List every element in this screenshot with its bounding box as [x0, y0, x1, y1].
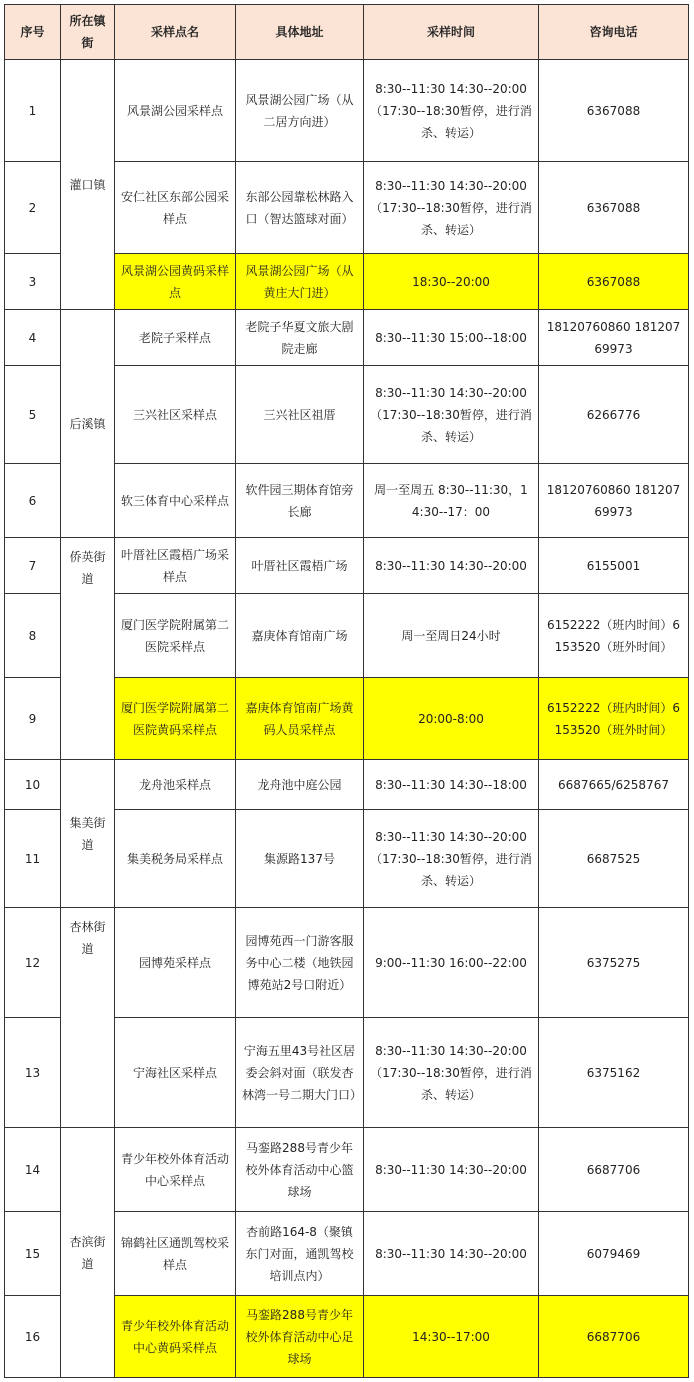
time-cell: 20:00-8:00 — [364, 678, 539, 760]
table-row — [5, 760, 689, 810]
row-no: 14 — [5, 1128, 61, 1212]
table-row — [5, 908, 689, 1018]
phone-cell: 6687706 — [539, 1296, 689, 1378]
address-cell: 风景湖公园广场（从二居方向进） — [236, 60, 364, 162]
phone-cell: 6155001 — [539, 538, 689, 594]
table-row — [5, 310, 689, 366]
address-cell: 宁海五里43号社区居委会斜对面（联发杏林湾一号二期大门口） — [236, 1018, 364, 1128]
site-name-cell: 风景湖公园采样点 — [115, 60, 236, 162]
phone-cell: 6266776 — [539, 366, 689, 464]
header-time: 采样时间 — [364, 5, 539, 60]
row-no: 15 — [5, 1212, 61, 1296]
phone-cell: 6375275 — [539, 908, 689, 1018]
time-cell: 8:30--11:30 14:30--20:00（17:30--18:30暂停，进行消杀、转运） — [364, 810, 539, 908]
row-no: 2 — [5, 162, 61, 254]
site-name-cell: 青少年校外体育活动中心采样点 — [115, 1128, 236, 1212]
row-no: 3 — [5, 254, 61, 310]
site-name-cell: 园博苑采样点 — [115, 908, 236, 1018]
time-cell: 14:30--17:00 — [364, 1296, 539, 1378]
address-cell: 杏前路164-8（聚镇东门对面，通凯驾校培训点内） — [236, 1212, 364, 1296]
address-cell: 马銮路288号青少年校外体育活动中心足球场 — [236, 1296, 364, 1378]
address-cell: 东部公园靠松林路入口（智达篮球对面） — [236, 162, 364, 254]
phone-cell: 18120760860 18120769973 — [539, 464, 689, 538]
row-no: 10 — [5, 760, 61, 810]
row-no: 4 — [5, 310, 61, 366]
phone-cell: 6367088 — [539, 162, 689, 254]
row-no: 16 — [5, 1296, 61, 1378]
row-no: 12 — [5, 908, 61, 1018]
address-cell: 园博苑西一门游客服务中心二楼（地铁园博苑站2号口附近） — [236, 908, 364, 1018]
site-name-cell: 宁海社区采样点 — [115, 1018, 236, 1128]
time-cell: 8:30--11:30 14:30--20:00（17:30--18:30暂停，进行消杀、转运） — [364, 1018, 539, 1128]
phone-cell: 6367088 — [539, 60, 689, 162]
address-cell: 嘉庚体育馆南广场黄码人员采样点 — [236, 678, 364, 760]
phone-cell: 6687706 — [539, 1128, 689, 1212]
phone-cell: 6152222（班内时间）6153520（班外时间） — [539, 678, 689, 760]
district-cell: 集美街道 — [61, 760, 115, 908]
address-cell: 马銮路288号青少年校外体育活动中心篮球场 — [236, 1128, 364, 1212]
district-cell: 后溪镇 — [61, 310, 115, 538]
row-no: 13 — [5, 1018, 61, 1128]
site-name-cell: 集美税务局采样点 — [115, 810, 236, 908]
address-cell: 集源路137号 — [236, 810, 364, 908]
address-cell: 叶厝社区霞梧广场 — [236, 538, 364, 594]
site-name-cell: 厦门医学院附属第二医院黄码采样点 — [115, 678, 236, 760]
header-district: 所在镇街 — [61, 5, 115, 60]
district-cell: 杏滨街道 — [61, 1128, 115, 1378]
header-site-name: 采样点名 — [115, 5, 236, 60]
row-no: 7 — [5, 538, 61, 594]
time-cell: 18:30--20:00 — [364, 254, 539, 310]
address-cell: 软件园三期体育馆旁长廊 — [236, 464, 364, 538]
time-cell: 8:30--11:30 14:30--20:00（17:30--18:30暂停，进行消杀、转运） — [364, 366, 539, 464]
time-cell: 8:30--11:30 14:30--20:00（17:30--18:30暂停，进行消杀、转运） — [364, 162, 539, 254]
row-no: 6 — [5, 464, 61, 538]
row-no: 9 — [5, 678, 61, 760]
phone-cell: 6687665/6258767 — [539, 760, 689, 810]
time-cell: 8:30--11:30 15:00--18:00 — [364, 310, 539, 366]
header-phone: 咨询电话 — [539, 5, 689, 60]
district-cell: 灌口镇 — [61, 60, 115, 310]
site-name-cell: 厦门医学院附属第二医院采样点 — [115, 594, 236, 678]
district-cell: 侨英街道 — [61, 538, 115, 760]
phone-cell: 6375162 — [539, 1018, 689, 1128]
header-address: 具体地址 — [236, 5, 364, 60]
time-cell: 8:30--11:30 14:30--20:00（17:30--18:30暂停，进行消杀、转运） — [364, 60, 539, 162]
site-name-cell: 叶厝社区霞梧广场采样点 — [115, 538, 236, 594]
phone-cell: 6079469 — [539, 1212, 689, 1296]
time-cell: 8:30--11:30 14:30--20:00 — [364, 538, 539, 594]
time-cell: 8:30--11:30 14:30--20:00 — [364, 1128, 539, 1212]
district-cell: 杏林街道 — [61, 908, 115, 1128]
address-cell: 龙舟池中庭公园 — [236, 760, 364, 810]
site-name-cell: 软三体育中心采样点 — [115, 464, 236, 538]
site-name-cell: 安仁社区东部公园采样点 — [115, 162, 236, 254]
header-row — [5, 5, 689, 60]
row-no: 1 — [5, 60, 61, 162]
site-name-cell: 老院子采样点 — [115, 310, 236, 366]
phone-cell: 18120760860 18120769973 — [539, 310, 689, 366]
time-cell: 8:30--11:30 14:30--18:00 — [364, 760, 539, 810]
site-name-cell: 龙舟池采样点 — [115, 760, 236, 810]
site-name-cell: 风景湖公园黄码采样点 — [115, 254, 236, 310]
table-row — [5, 60, 689, 162]
time-cell: 周一至周日24小时 — [364, 594, 539, 678]
address-cell: 三兴社区祖厝 — [236, 366, 364, 464]
row-no: 5 — [5, 366, 61, 464]
address-cell: 风景湖公园广场（从黄庄大门进） — [236, 254, 364, 310]
site-name-cell: 青少年校外体育活动中心黄码采样点 — [115, 1296, 236, 1378]
phone-cell: 6152222（班内时间）6153520（班外时间） — [539, 594, 689, 678]
phone-cell: 6367088 — [539, 254, 689, 310]
site-name-cell: 三兴社区采样点 — [115, 366, 236, 464]
row-no: 8 — [5, 594, 61, 678]
address-cell: 老院子华夏文旅大剧院走廊 — [236, 310, 364, 366]
row-no: 11 — [5, 810, 61, 908]
site-name-cell: 锦鹤社区通凯驾校采样点 — [115, 1212, 236, 1296]
time-cell: 8:30--11:30 14:30--20:00 — [364, 1212, 539, 1296]
table-row — [5, 1128, 689, 1212]
time-cell: 9:00--11:30 16:00--22:00 — [364, 908, 539, 1018]
phone-cell: 6687525 — [539, 810, 689, 908]
header-no: 序号 — [5, 5, 61, 60]
sampling-sites-table — [4, 4, 689, 1378]
time-cell: 周一至周五 8:30--11:30，14:30--17：00 — [364, 464, 539, 538]
table-row — [5, 538, 689, 594]
address-cell: 嘉庚体育馆南广场 — [236, 594, 364, 678]
